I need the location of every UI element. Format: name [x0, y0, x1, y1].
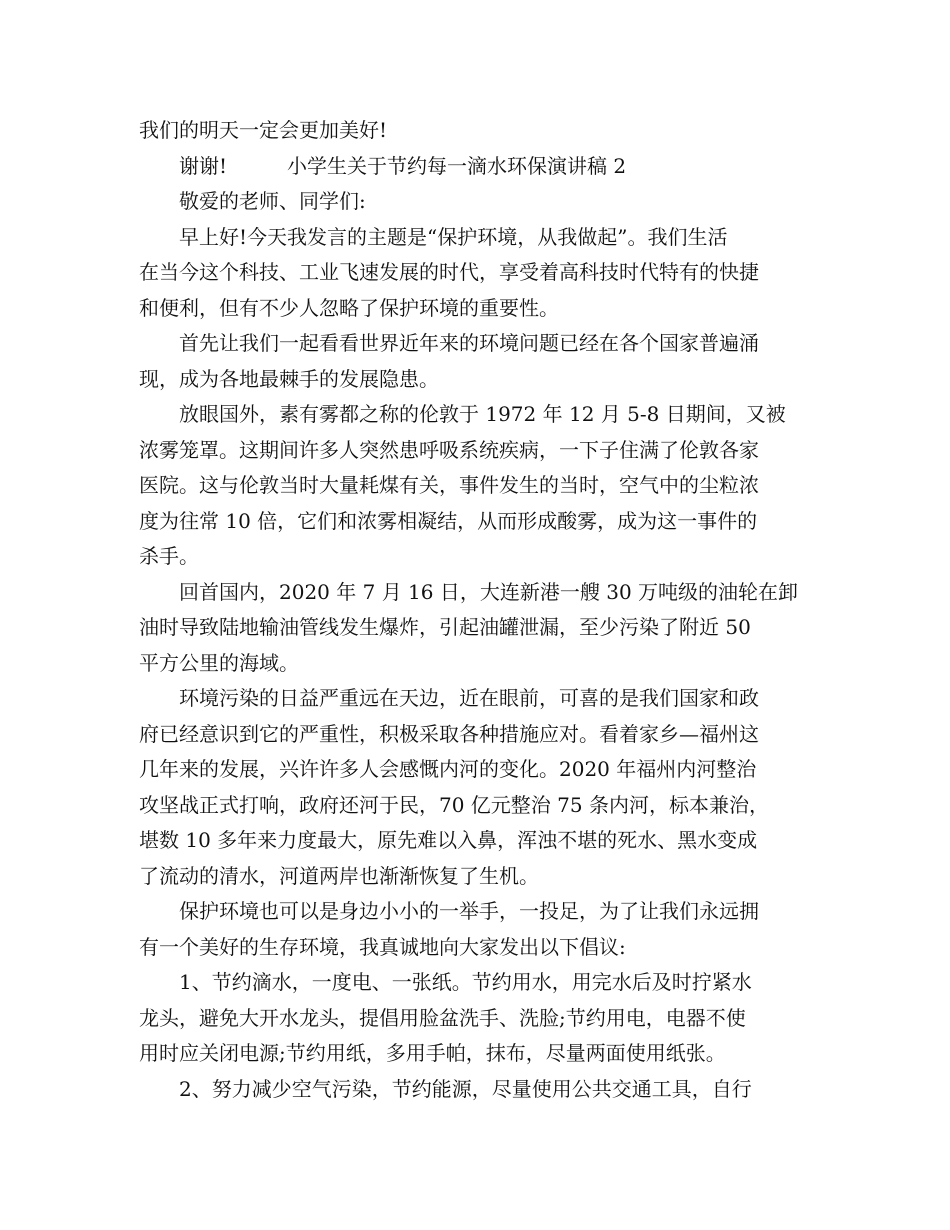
text-line: 回首国内，2020 年 7 月 16 日，大连新港一艘 30 万吨级的油轮在卸 [139, 579, 799, 604]
text-line: 谢谢! 小学生关于节约每一滴水环保演讲稿 2 [139, 153, 627, 178]
text-line: 了流动的清水，河道两岸也渐渐恢复了生机。 [139, 863, 539, 888]
text-line: 首先让我们一起看看世界近年来的环境问题已经在各个国家普遍涌 [139, 331, 759, 355]
text-line: 保护环境也可以是身边小小的一举手，一投足，为了让我们永远拥 [139, 899, 759, 923]
text-line: 1、节约滴水，一度电、一张纸。节约用水，用完水后及时拧紧水 [139, 970, 752, 994]
text-line: 敬爱的老师、同学们: [139, 189, 366, 213]
text-line: 平方公里的海域。 [139, 650, 299, 675]
text-line: 堪数 10 多年来力度最大，原先难以入鼻，浑浊不堪的死水、黑水变成 [139, 828, 758, 852]
text-line: 油时导致陆地输油管线发生爆炸，引起油罐泄漏，至少污染了附近 50 [139, 615, 751, 639]
text-line: 我们的明天一定会更加美好! [139, 118, 388, 142]
text-line: 在当今这个科技、工业飞速发展的时代，享受着高科技时代特有的快捷 [139, 260, 759, 284]
text-line: 龙头，避免大开水龙头，提倡用脸盆洗手、洗脸;节约用电，电器不使 [139, 1005, 746, 1030]
text-line: 用时应关闭电源;节约用纸，多用手帕，抹布，尽量两面使用纸张。 [139, 1041, 726, 1065]
text-line: 早上好!今天我发言的主题是“保护环境，从我做起”。我们生活 [139, 224, 728, 249]
text-line: 度为往常 10 倍，它们和浓雾相凝结，从而形成酸雾，成为这一事件的 [139, 508, 758, 533]
text-line: 现，成为各地最棘手的发展隐患。 [139, 366, 439, 391]
text-line: 有一个美好的生存环境，我真诚地向大家发出以下倡议: [139, 934, 626, 959]
text-line: 环境污染的日益严重远在天边，近在眼前，可喜的是我们国家和政 [139, 686, 759, 710]
text-line: 浓雾笼罩。这期间许多人突然患呼吸系统疾病，一下子住满了伦敦各家 [139, 437, 759, 462]
text-line: 攻坚战正式打响，政府还河于民，70 亿元整治 75 条内河，标本兼治， [139, 792, 769, 817]
document-body [139, 113, 813, 1107]
text-line: 医院。这与伦敦当时大量耗煤有关，事件发生的当时，空气中的尘粒浓 [139, 473, 759, 497]
text-line: 府已经意识到它的严重性，积极采取各种措施应对。看着家乡—福州这 [139, 721, 759, 746]
text-line: 几年来的发展，兴许许多人会感慨内河的变化。2020 年福州内河整治 [139, 757, 757, 781]
text-line: 杀手。 [139, 544, 199, 568]
text-line: 2、努力减少空气污染，节约能源，尽量使用公共交通工具，自行 [139, 1076, 752, 1101]
text-line: 和便利，但有不少人忽略了保护环境的重要性。 [139, 295, 559, 320]
text-line: 放眼国外，素有雾都之称的伦敦于 1972 年 12 月 5-8 日期间，又被 [139, 402, 786, 426]
